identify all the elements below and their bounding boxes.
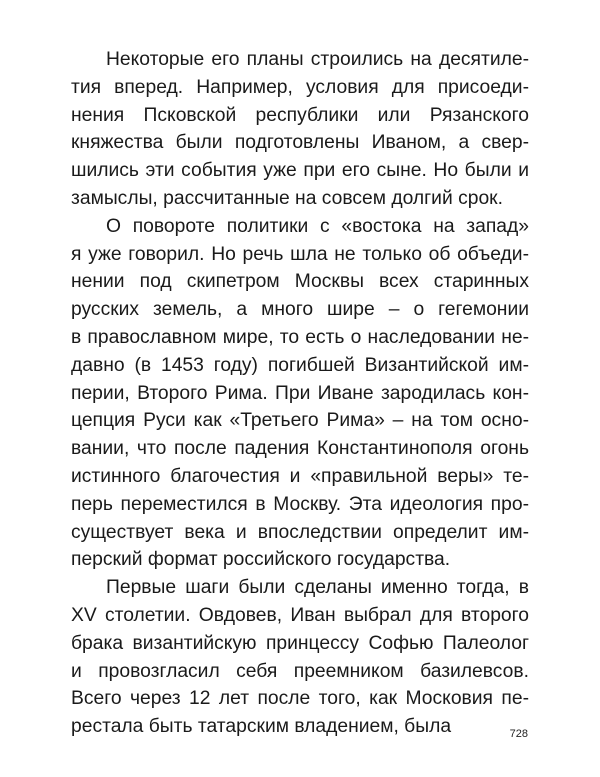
text-line: существует века и впоследствии определит им-: [71, 521, 529, 543]
text-line: Некоторые его планы строились на десятиле-: [106, 49, 529, 70]
text-line: истинного благочестия и «правильной веры» те-: [71, 465, 529, 487]
text-line: О повороте политики с «востока на запад»: [106, 215, 529, 237]
text-line: и провозгласил себя преемником базилевсов.: [71, 660, 529, 682]
text-line: я уже говорил. Но речь шла не только об объеди-: [71, 243, 529, 265]
text-line: давно (в 1453 году) погибшей Византийской им-: [71, 354, 529, 376]
text-line: перский формат российского государства.: [71, 549, 451, 571]
text-line: перь переместился в Москву. Эта идеология про-: [71, 493, 529, 515]
paragraph: [71, 213, 529, 574]
page-body: [71, 46, 529, 741]
text-line: Первые шаги были сделаны именно тогда, в: [106, 577, 529, 599]
text-line: вании, что после падения Константинополя огонь: [71, 438, 529, 460]
text-line: XV столетии. Овдовев, Иван выбрал для второго: [71, 604, 529, 626]
text-line: в православном мире, то есть о наследовании не-: [71, 326, 529, 348]
paragraph: [71, 46, 529, 213]
text-line: цепция Руси как «Третьего Рима» – на том осно-: [71, 410, 529, 432]
text-line: русских земель, а много шире – о гегемонии: [71, 299, 529, 321]
text-line: брака византийскую принцессу Софью Палеолог: [71, 632, 529, 654]
text-line: Всего через 12 лет после того, как Московия пе-: [71, 688, 529, 710]
text-line: тия вперед. Например, условия для присоеди-: [71, 76, 529, 98]
text-line: нения Псковской республики или Рязанского: [71, 104, 529, 126]
text-line: перии, Второго Рима. При Иване зародилась кон-: [71, 382, 529, 404]
paragraph: [71, 574, 529, 741]
text-line: княжества были подготовлены Иваном, а свер-: [71, 132, 529, 154]
text-line: нении под скипетром Москвы всех старинных: [71, 271, 529, 293]
page-number: 728: [509, 728, 528, 740]
text-line: рестала быть татарским владением, была: [71, 716, 452, 738]
text-line: шились эти события уже при его сыне. Но были и: [71, 160, 529, 182]
text-line: замыслы, рассчитанные на совсем долгий срок.: [71, 187, 503, 209]
